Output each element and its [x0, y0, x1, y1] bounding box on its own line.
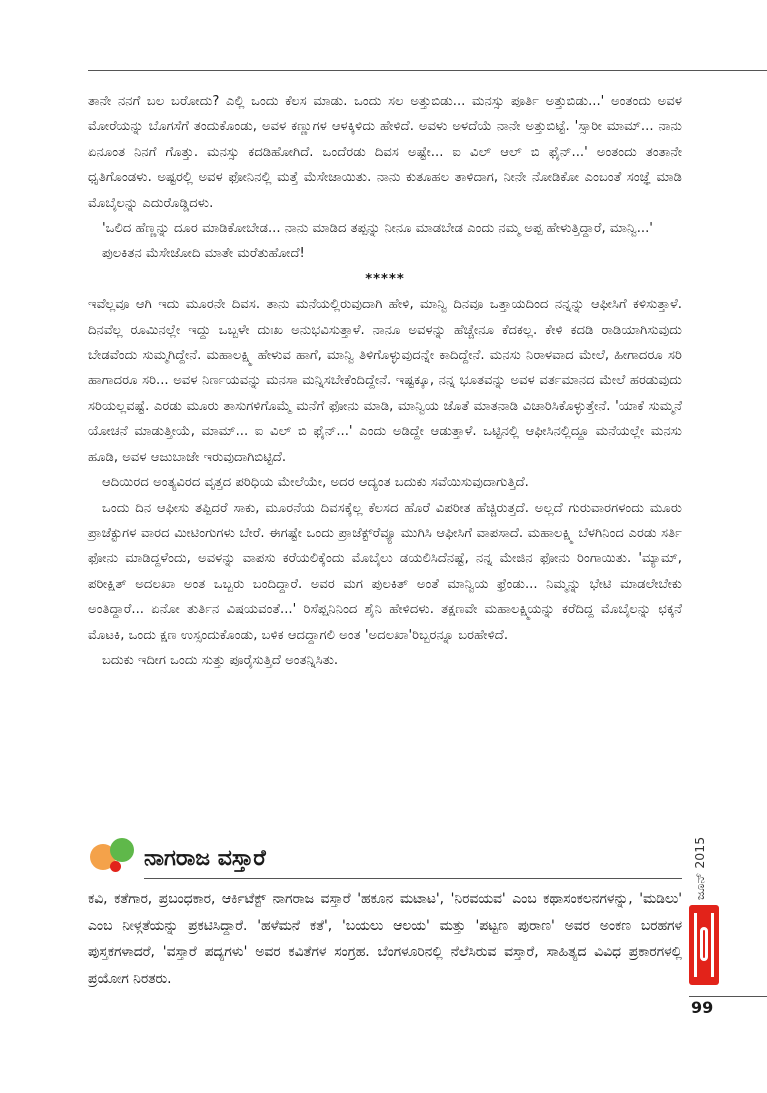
top-divider	[88, 70, 767, 71]
page-number: 99	[691, 998, 714, 1017]
author-name: ನಾಗರಾಜ ವಸ್ತಾರೆ	[144, 846, 266, 871]
author-divider	[144, 878, 682, 879]
paragraph: ಪುಲಕಿತನ ಮೆಸೇಜೋದಿ ಮಾತೇ ಮರೆತುಹೋದೆ!	[102, 246, 305, 262]
section-separator: *****	[365, 271, 405, 287]
issue-date: ಜೂನ್ 2015	[692, 836, 707, 900]
paragraph: ಆದಿಯಿರದ ಅಂತ್ಯವಿರದ ವೃತ್ತದ ಪರಿಧಿಯ ಮೇಲೆಯೇ, ಅದರ ಆದ್ಯಂತ ಬದುಕು ಸವೆಯಿಸುವುದಾಗುತ್ತಿದೆ.	[102, 475, 529, 491]
page-number-divider	[689, 996, 767, 997]
paragraph: 'ಒಲಿದ ಹೆಣ್ಣನ್ನು ದೂರ ಮಾಡಿಕೋಬೇಡ... ನಾನು ಮಾಡಿದ ತಪ್ಪನ್ನು ನೀನೂ ಮಾಡಬೇಡ ಎಂದು ನಮ್ಮ ಅಪ್ಪ ಹೇಳುತ್ತಿದ್ದಾರೆ, ಮಾನ್ವಿ...'	[102, 221, 653, 237]
logo-mark	[694, 913, 714, 977]
author-bio: ಕವಿ, ಕತೆಗಾರ, ಪ್ರಬಂಧಕಾರ, ಆರ್ಕಿಟೆಕ್ಟ್ ನಾಗರಾಜ ವಸ್ತಾರೆ 'ಹಕೂನ ಮಟಾಟ', 'ನಿರವಯವ' ಎಂಬ ಕಥಾಸಂಕಲನಗಳನ್ನು, 'ಮಡಿಲು' ಎಂಬ ನೀಳ್ಗತೆಯನ್ನು ಪ್ರಕಟಿಸಿದ್ದಾರೆ. 'ಹಳೆಮನೆ ಕತೆ', 'ಬಯಲು ಆಲಯ' ಮತ್ತು 'ಪಟ್ಟಣ ಪುರಾಣ' ಅವರ ಅಂಕಣ ಬರಹಗಳ ಪುಸ್ತಕಗಳಾದರೆ, 'ವಸ್ತಾರೆ ಪದ್ಯಗಳು' ಅವರ ಕವಿತೆಗಳ ಸಂಗ್ರಹ. ಬೆಂಗಳೂರಿನಲ್ಲಿ ನೆಲೆಸಿರುವ ವಸ್ತಾರೆ, ಸಾಹಿತ್ಯದ ವಿವಿಧ ಪ್ರಕಾರಗಳಲ್ಲಿ ಪ್ರಯೋಗ ನಿರತರು.	[88, 891, 682, 987]
paragraph: ಒಂದು ದಿನ ಆಫೀಸು ತಪ್ಪಿದರೆ ಸಾಕು, ಮೂರನೆಯ ದಿವಸಕ್ಕೆಲ್ಲ ಕೆಲಸದ ಹೊರೆ ವಿಪರೀತ ಹೆಚ್ಚಿರುತ್ತದೆ. ಅಲ್ಲದೆ ಗುರುವಾರಗಳಂದು ಮೂರು ಪ್ರಾಜೆಕ್ಟುಗಳ ವಾರದ ಮೀಟಿಂಗುಗಳು ಬೇರೆ. ಈಗಷ್ಟೇ ಒಂದು ಪ್ರಾಜೆಕ್ಟ್‌ರೆವ್ಯೂ ಮುಗಿಸಿ ಆಫೀಸಿಗೆ ವಾಪಸಾದೆ. ಮಹಾಲಕ್ಷ್ಮಿ ಬೆಳಗಿನಿಂದ ಎರಡು ಸರ್ತಿ ಫೋನು ಮಾಡಿದ್ದಳೆಂದು, ಅವಳನ್ನು ವಾಪಸು ಕರೆಯಲಿಕ್ಕೆಂದು ಮೊಬೈಲು ಡಯಲಿಸಿದೆನಷ್ಟೆ, ನನ್ನ ಮೇಜಿನ ಫೋನು ರಿಂಗಾಯಿತು. 'ಮ್ಯಾಮ್, ಪರೀಕ್ಷಿತ್ ಅದಲಖಾ ಅಂತ ಒಬ್ಬರು ಬಂದಿದ್ದಾರೆ. ಅವರ ಮಗ ಪುಲಕಿತ್ ಅಂತೆ ಮಾನ್ವಿಯ ಫ್ರೆಂಡು... ನಿಮ್ಮನ್ನು ಭೇಟಿ ಮಾಡಲೇಬೇಕು ಅಂತಿದ್ದಾರೆ... ಏನೋ ತುರ್ತಿನ ವಿಷಯವಂತೆ...' ರಿಸೆಪ್ಷನಿನಿಂದ ಶೈನಿ ಹೇಳಿದಳು. ತಕ್ಷಣವೇ ಮಹಾಲಕ್ಷ್ಮಿಯನ್ನು ಕರೆದಿದ್ದ ಮೊಬೈಲನ್ನು ಛಕ್ಕನೆ ಮೊಟಕಿ, ಒಂದು ಕ್ಷಣ ಉಸ್ಸಂದುಕೊಂಡು, ಬಳಿಕ ಆದದ್ದಾಗಲಿ ಅಂತ 'ಅದಲಖಾ'ರಿಬ್ಬರನ್ನೂ ಬರಹೇಳಿದೆ.	[88, 500, 682, 643]
magazine-logo-icon	[689, 905, 719, 985]
paragraph: ತಾನೇ ನನಗೆ ಬಲ ಬರೋದು? ಎಲ್ಲಿ ಒಂದು ಕೆಲಸ ಮಾಡು. ಒಂದು ಸಲ ಅತ್ತುಬಿಡು... ಮನಸ್ಸು ಪೂರ್ತಿ ಅತ್ತುಬಿಡು...' ಅಂತಂದು ಅವಳ ಮೋರೆಯನ್ನು ಬೊಗಸೆಗೆ ತಂದುಕೊಂಡು, ಅವಳ ಕಣ್ಣುಗಳ ಆಳಕ್ಕಿಳಿದು ಹೇಳಿದೆ. ಅವಳು ಅಳದೆಯೆ ನಾನೇ ಅತ್ತುಬಿಟ್ಟೆ. 'ಸ್ಸಾರೀ ಮಾಮ್... ನಾನು ಏನೂಂತ ನಿನಗೆ ಗೊತ್ತು. ಮನಸ್ಸು ಕದಡಿಹೋಗಿದೆ. ಒಂದೆರಡು ದಿವಸ ಅಷ್ಟೇ... ಐ ವಿಲ್ ಆಲ್ ಬಿ ಫೈನ್...' ಅಂತಂದು ತಂತಾನೇ ಧೃತಿಗೊಂಡಳು. ಅಷ್ಟರಲ್ಲಿ ಅವಳ ಫೋನಿನಲ್ಲಿ ಮತ್ತೆ ಮೆಸೇಜಾಯಿತು. ನಾನು ಕುತೂಹಲ ತಾಳಿದಾಗ, ನೀನೇ ನೋಡಿಕೋ ಎಂಬಂತೆ ಸಂಜ್ಞೆ ಮಾಡಿ ಮೊಬೈಲನ್ನು ಎದುರೊಡ್ಡಿದಳು.	[88, 94, 682, 211]
author-decoration-dots-icon	[88, 836, 148, 880]
red-dot-icon	[110, 861, 121, 872]
paragraph: ಬದುಕು ಇದೀಗ ಒಂದು ಸುತ್ತು ಪೂರೈಸುತ್ತಿದೆ ಅಂತನ್ನಿಸಿತು.	[102, 652, 339, 668]
paragraph: ಇವೆಲ್ಲವೂ ಆಗಿ ಇದು ಮೂರನೇ ದಿವಸ. ತಾನು ಮನೆಯಲ್ಲಿರುವುದಾಗಿ ಹೇಳಿ, ಮಾನ್ವಿ ದಿನವೂ ಒತ್ತಾಯದಿಂದ ನನ್ನನ್ನು ಆಫೀಸಿಗೆ ಕಳಿಸುತ್ತಾಳೆ. ದಿನವೆಲ್ಲ ರೂಮಿನಲ್ಲೇ ಇದ್ದು ಒಬ್ಬಳೇ ದುಃಖ ಅನುಭವಿಸುತ್ತಾಳೆ. ನಾನೂ ಅವಳನ್ನು ಹೆಚ್ಚೇನೂ ಕೆದಕಲ್ಲ. ಕೇಳಿ ಕದಡಿ ರಾಡಿಯಾಗಿಸುವುದು ಬೇಡವೆಂದು ಸುಮ್ಮಗಿದ್ದೇನೆ. ಮಹಾಲಕ್ಷ್ಮಿ ಹೇಳುವ ಹಾಗೆ, ಮಾನ್ವಿ ತಿಳಿಗೊಳ್ಳುವುದನ್ನೇ ಕಾದಿದ್ದೇನೆ. ಮನಸು ನಿರಾಳವಾದ ಮೇಲೆ, ಹೀಗಾದರೂ ಸರಿ ಹಾಗಾದರೂ ಸರಿ... ಅವಳ ನಿರ್ಣಯವನ್ನು ಮನಸಾ ಮನ್ನಿಸಬೇಕೆಂದಿದ್ದೇನೆ. ಇಷ್ಟಕ್ಕೂ, ನನ್ನ ಭೂತವನ್ನು ಅವಳ ವರ್ತಮಾನದ ಮೇಲೆ ಹರಡುವುದು ಸರಿಯಲ್ಲವಷ್ಟೆ. ಎರಡು ಮೂರು ತಾಸುಗಳಿಗೊಮ್ಮೆ ಮನೆಗೆ ಫೋನು ಮಾಡಿ, ಮಾನ್ವಿಯ ಜೊತೆ ಮಾತನಾಡಿ ವಿಚಾರಿಸಿಕೊಳ್ಳುತ್ತೇನೆ. 'ಯಾಕೆ ಸುಮ್ಮನೆ ಯೋಚನೆ ಮಾಡುತ್ತೀಯೆ, ಮಾಮ್... ಐ ವಿಲ್ ಬಿ ಫೈನ್...' ಎಂದು ಅಡಿದ್ದೇ ಆಡುತ್ತಾಳೆ. ಒಟ್ಟಿನಲ್ಲಿ ಆಫೀಸಿನಲ್ಲಿದ್ದೂ ಮನೆಯಲ್ಲೇ ಮನಸು ಹೂಡಿ, ಅವಳ ಆಜುಬಾಜೇ ಇರುವುದಾಗಿಬಿಟ್ಟಿದೆ.	[88, 297, 682, 465]
article-body	[88, 89, 682, 673]
green-dot-icon	[110, 838, 134, 862]
